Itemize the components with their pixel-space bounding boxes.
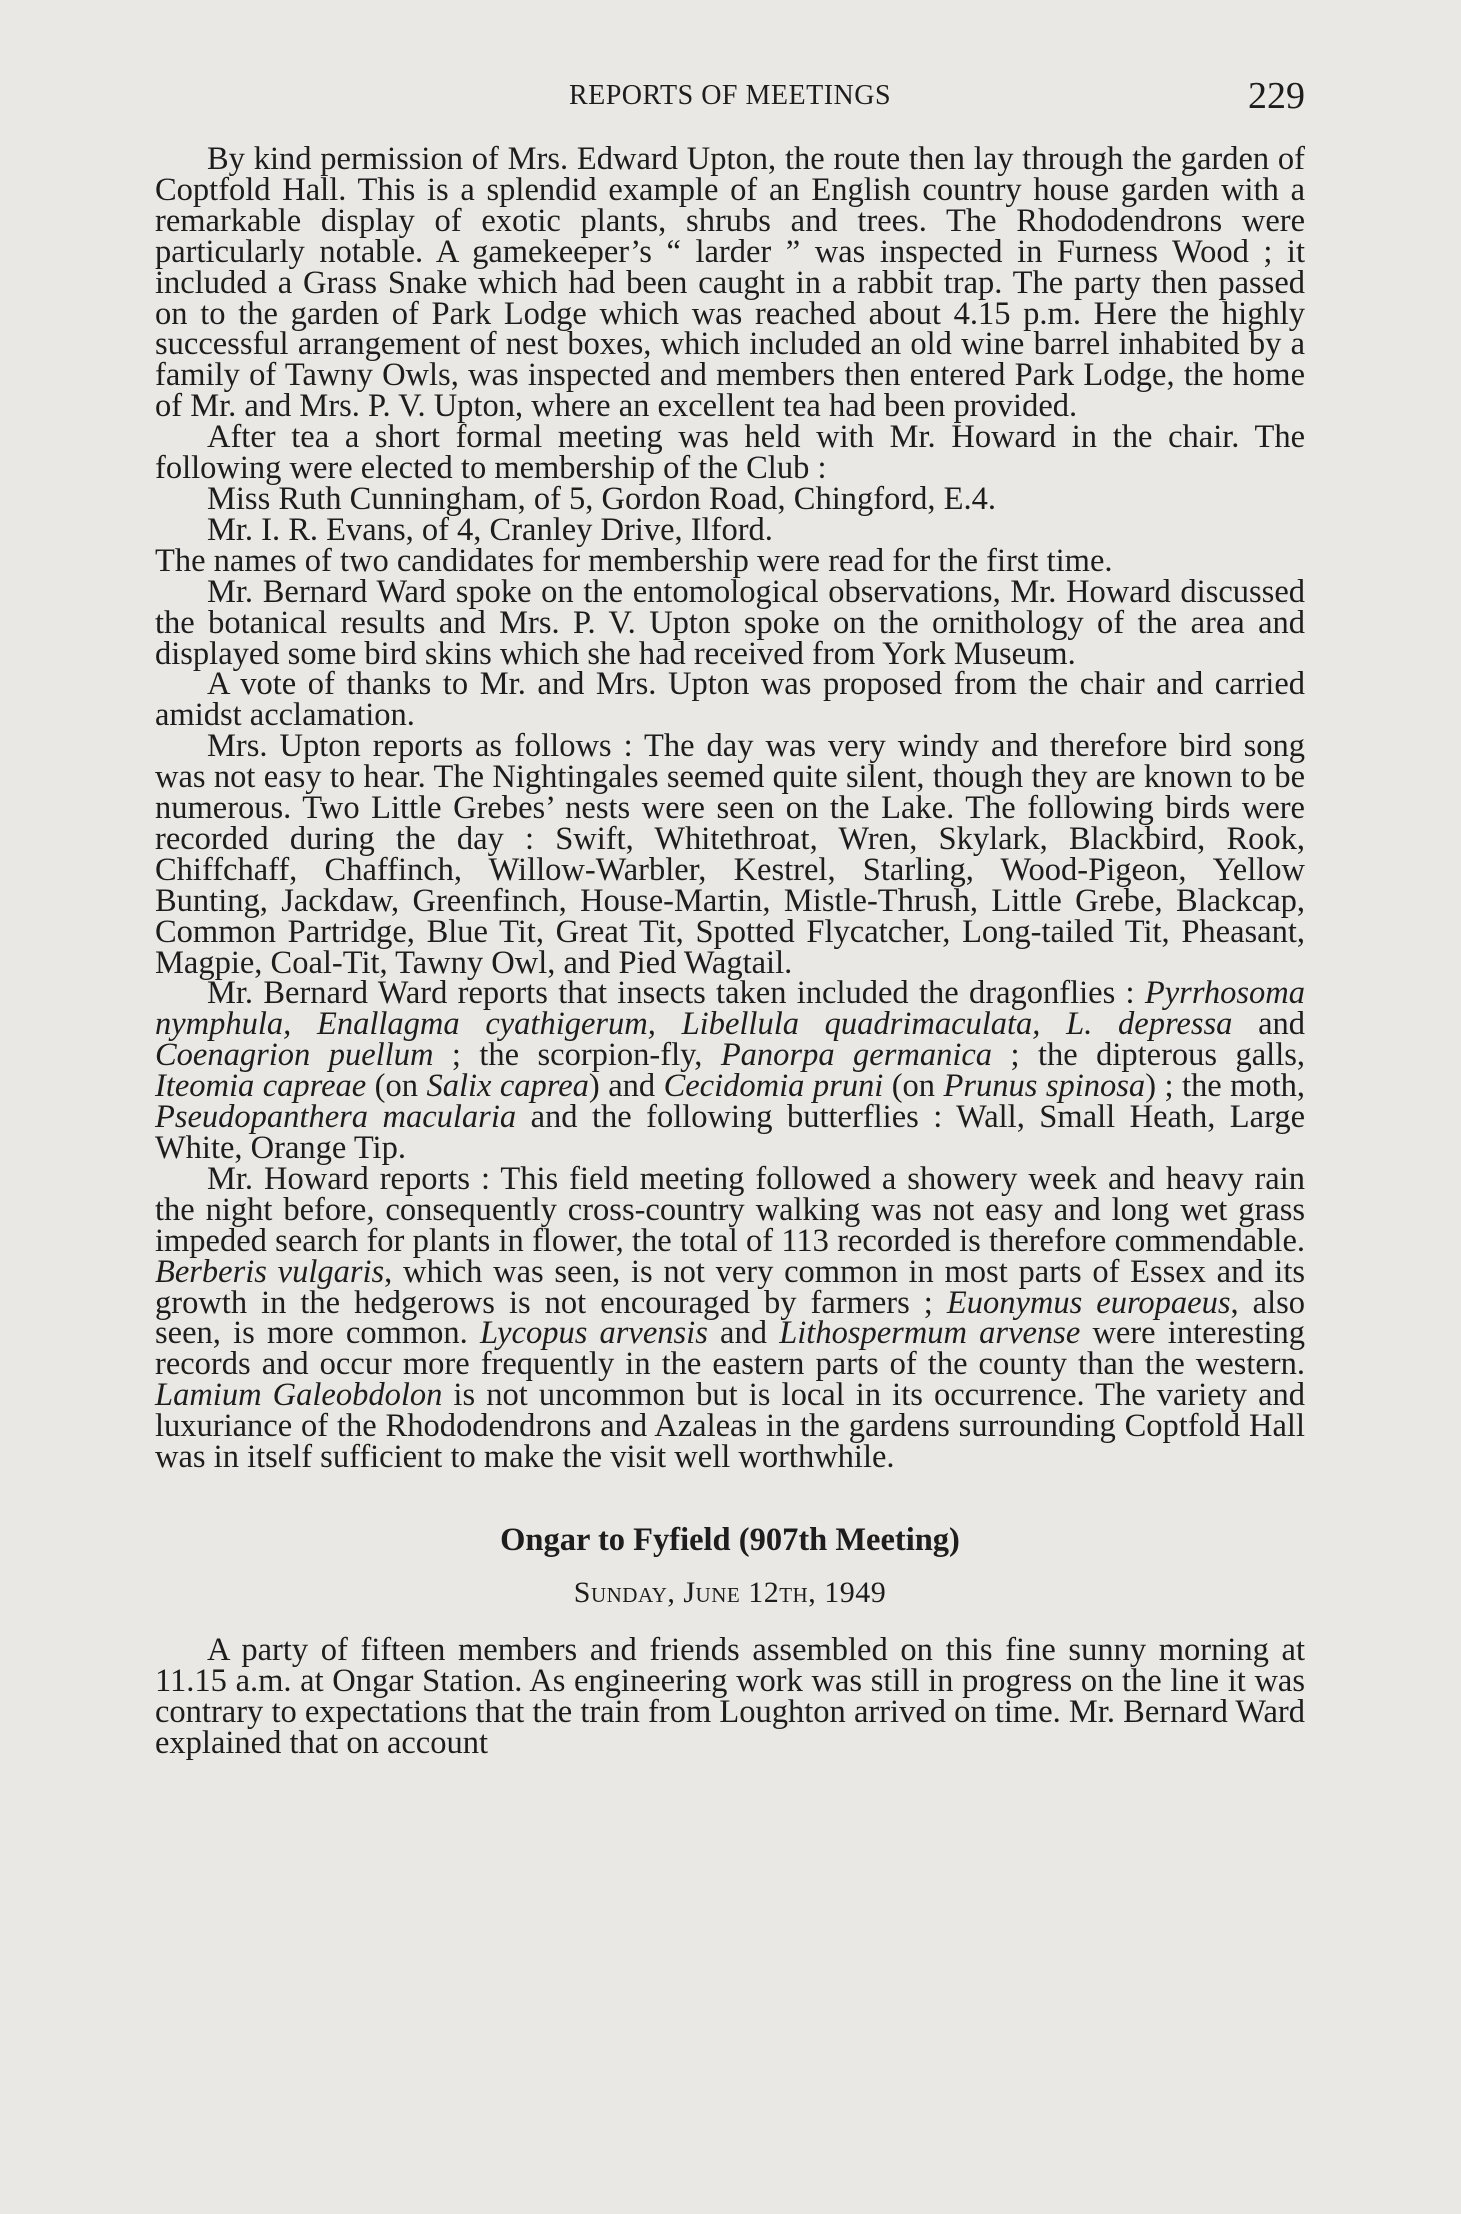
section-date: Sunday, June 12th, 1949	[573, 1575, 887, 1609]
text-run: ) ; the moth,	[1145, 1068, 1306, 1105]
page-number: 229	[1248, 75, 1305, 117]
running-title: REPORTS OF MEETINGS	[568, 80, 892, 111]
species-name: Iteomia capreae	[155, 1068, 367, 1105]
text-run: (on	[883, 1068, 944, 1105]
section-heading: Ongar to Fyfield (907th Meeting)	[500, 1521, 960, 1558]
species-name: Salix caprea	[426, 1068, 589, 1105]
text-run: ; the dipterous galls,	[992, 1037, 1306, 1074]
text-run: is not uncommon but is local in its occurrence. The variety and luxuriance of the Rhododendrons and Azaleas in the gardens surrounding Coptfold Hall was in itself sufficient to make the visit well worthwhile.	[155, 1377, 1305, 1476]
text-run: were interesting records and occur more frequently in the eastern parts of the county than the western.	[155, 1315, 1305, 1383]
species-name: Pseudopanthera macularia	[155, 1099, 517, 1136]
article-body	[155, 141, 1306, 1761]
new-member-2: Mr. I. R. Evans, of 4, Cranley Drive, Ilford.	[207, 511, 773, 548]
paragraph-vote-of-thanks: A vote of thanks to Mr. and Mrs. Upton was proposed from the chair and carried amidst acclamation.	[155, 666, 1305, 734]
paragraph-ongar-meeting: A party of fifteen members and friends assembled on this fine sunny morning at 11.15 a.m. at Ongar Station. As engineering work was still in progress on the line it was contrary to expectations that the train from Loughton arrived on time. Mr. Bernard Ward explained that on account	[155, 1631, 1305, 1761]
text-run: Mr. Howard reports : This field meeting followed a showery week and heavy rain the night before, consequently cross-country walking was not easy and long wet grass impeded search for plants in flower, the total of 113 recorded is therefore commendable.	[155, 1160, 1305, 1259]
species-name: Prunus spinosa	[943, 1068, 1146, 1105]
running-head	[155, 74, 1305, 124]
text-run: and the following butterflies : Wall, Small Heath, Large White, Orange Tip.	[155, 1099, 1305, 1166]
text-run: and	[1232, 1006, 1305, 1043]
text-run: ; the scorpion-fly,	[433, 1037, 721, 1074]
paragraph-coptfold-hall: By kind permission of Mrs. Edward Upton, the route then lay through the garden of Coptfold Hall. This is a splendid example of an English country house garden with a remarkable display of exotic plants, shrubs and trees. The Rhododendrons were particularly notable. A gamekeeper’s “ larder ” was inspected in Furness Wood ; it included a Grass Snake which had been caught in a rabbit trap. The party then passed on to the garden of Park Lodge which was reached about 4.15 p.m. Here the highly successful arrangement of nest boxes, which included an old wine barrel inhabited by a family of Tawny Owls, was inspected and members then entered Park Lodge, the home of Mr. and Mrs. P. V. Upton, where an excellent tea had been provided.	[155, 141, 1305, 425]
species-name: Lithospermum arvense	[779, 1315, 1081, 1352]
species-name: Lamium Galeobdolon	[155, 1377, 443, 1414]
species-name: Berberis vulgaris	[155, 1253, 385, 1290]
paragraph-speakers: Mr. Bernard Ward spoke on the entomological observations, Mr. Howard discussed the botanical results and Mrs. P. V. Upton spoke on the ornithology of the area and displayed some bird skins which she had received from York Museum.	[155, 573, 1305, 672]
paragraph-formal-meeting: After tea a short formal meeting was held with Mr. Howard in the chair. The following were elected to membership of the Club :	[155, 419, 1305, 487]
text-run: and	[707, 1315, 780, 1352]
paragraph-bird-report: Mrs. Upton reports as follows : The day was very windy and therefore bird song was not easy to hear. The Nightingales seemed quite silent, though they are known to be numerous. Two Little Grebes’ nests were seen on the Lake. The following birds were recorded during the day : Swift, Whitethroat, Wren, Skylark, Blackbird, Rook, Chiffchaff, Chaffinch, Willow-Warbler, Kestrel, Starling, Wood-Pigeon, Yellow Bunting, Jackdaw, Greenfinch, House-Martin, Mistle-Thrush, Little Grebe, Blackcap, Common Partridge, Blue Tit, Great Tit, Spotted Flycatcher, Long-tailed Tit, Pheasant, Magpie, Coal-Tit, Tawny Owl, and Pied Wagtail.	[155, 728, 1305, 981]
paragraph-botany-report	[155, 1160, 1306, 1476]
species-name: Euonymus europaeus	[946, 1284, 1231, 1321]
species-name: Panorpa germanica	[720, 1037, 993, 1074]
species-name: Coenagrion puellum	[155, 1037, 434, 1074]
paragraph-candidates: The names of two candidates for membership were read for the first time.	[155, 542, 1113, 579]
text-run: (on	[366, 1068, 427, 1105]
species-name: Pyrrhosoma nymphula, Enallagma cyathigerum, Libellula quadrimaculata, L. depressa	[155, 975, 1305, 1043]
text-run: , which was seen, is not very common in most parts of Essex and its growth in the hedgerows is not encouraged by farmers ;	[155, 1253, 1305, 1321]
text-run: Mr. Bernard Ward reports that insects taken included the dragonflies :	[207, 975, 1145, 1012]
paragraph-insect-report	[155, 975, 1306, 1166]
species-name: Cecidomia pruni	[663, 1068, 884, 1105]
text-run: ) and	[588, 1068, 664, 1105]
text-run: , also seen, is more common.	[155, 1284, 1306, 1352]
new-member-1: Miss Ruth Cunningham, of 5, Gordon Road, Chingford, E.4.	[207, 480, 997, 517]
species-name: Lycopus arvensis	[479, 1315, 708, 1352]
